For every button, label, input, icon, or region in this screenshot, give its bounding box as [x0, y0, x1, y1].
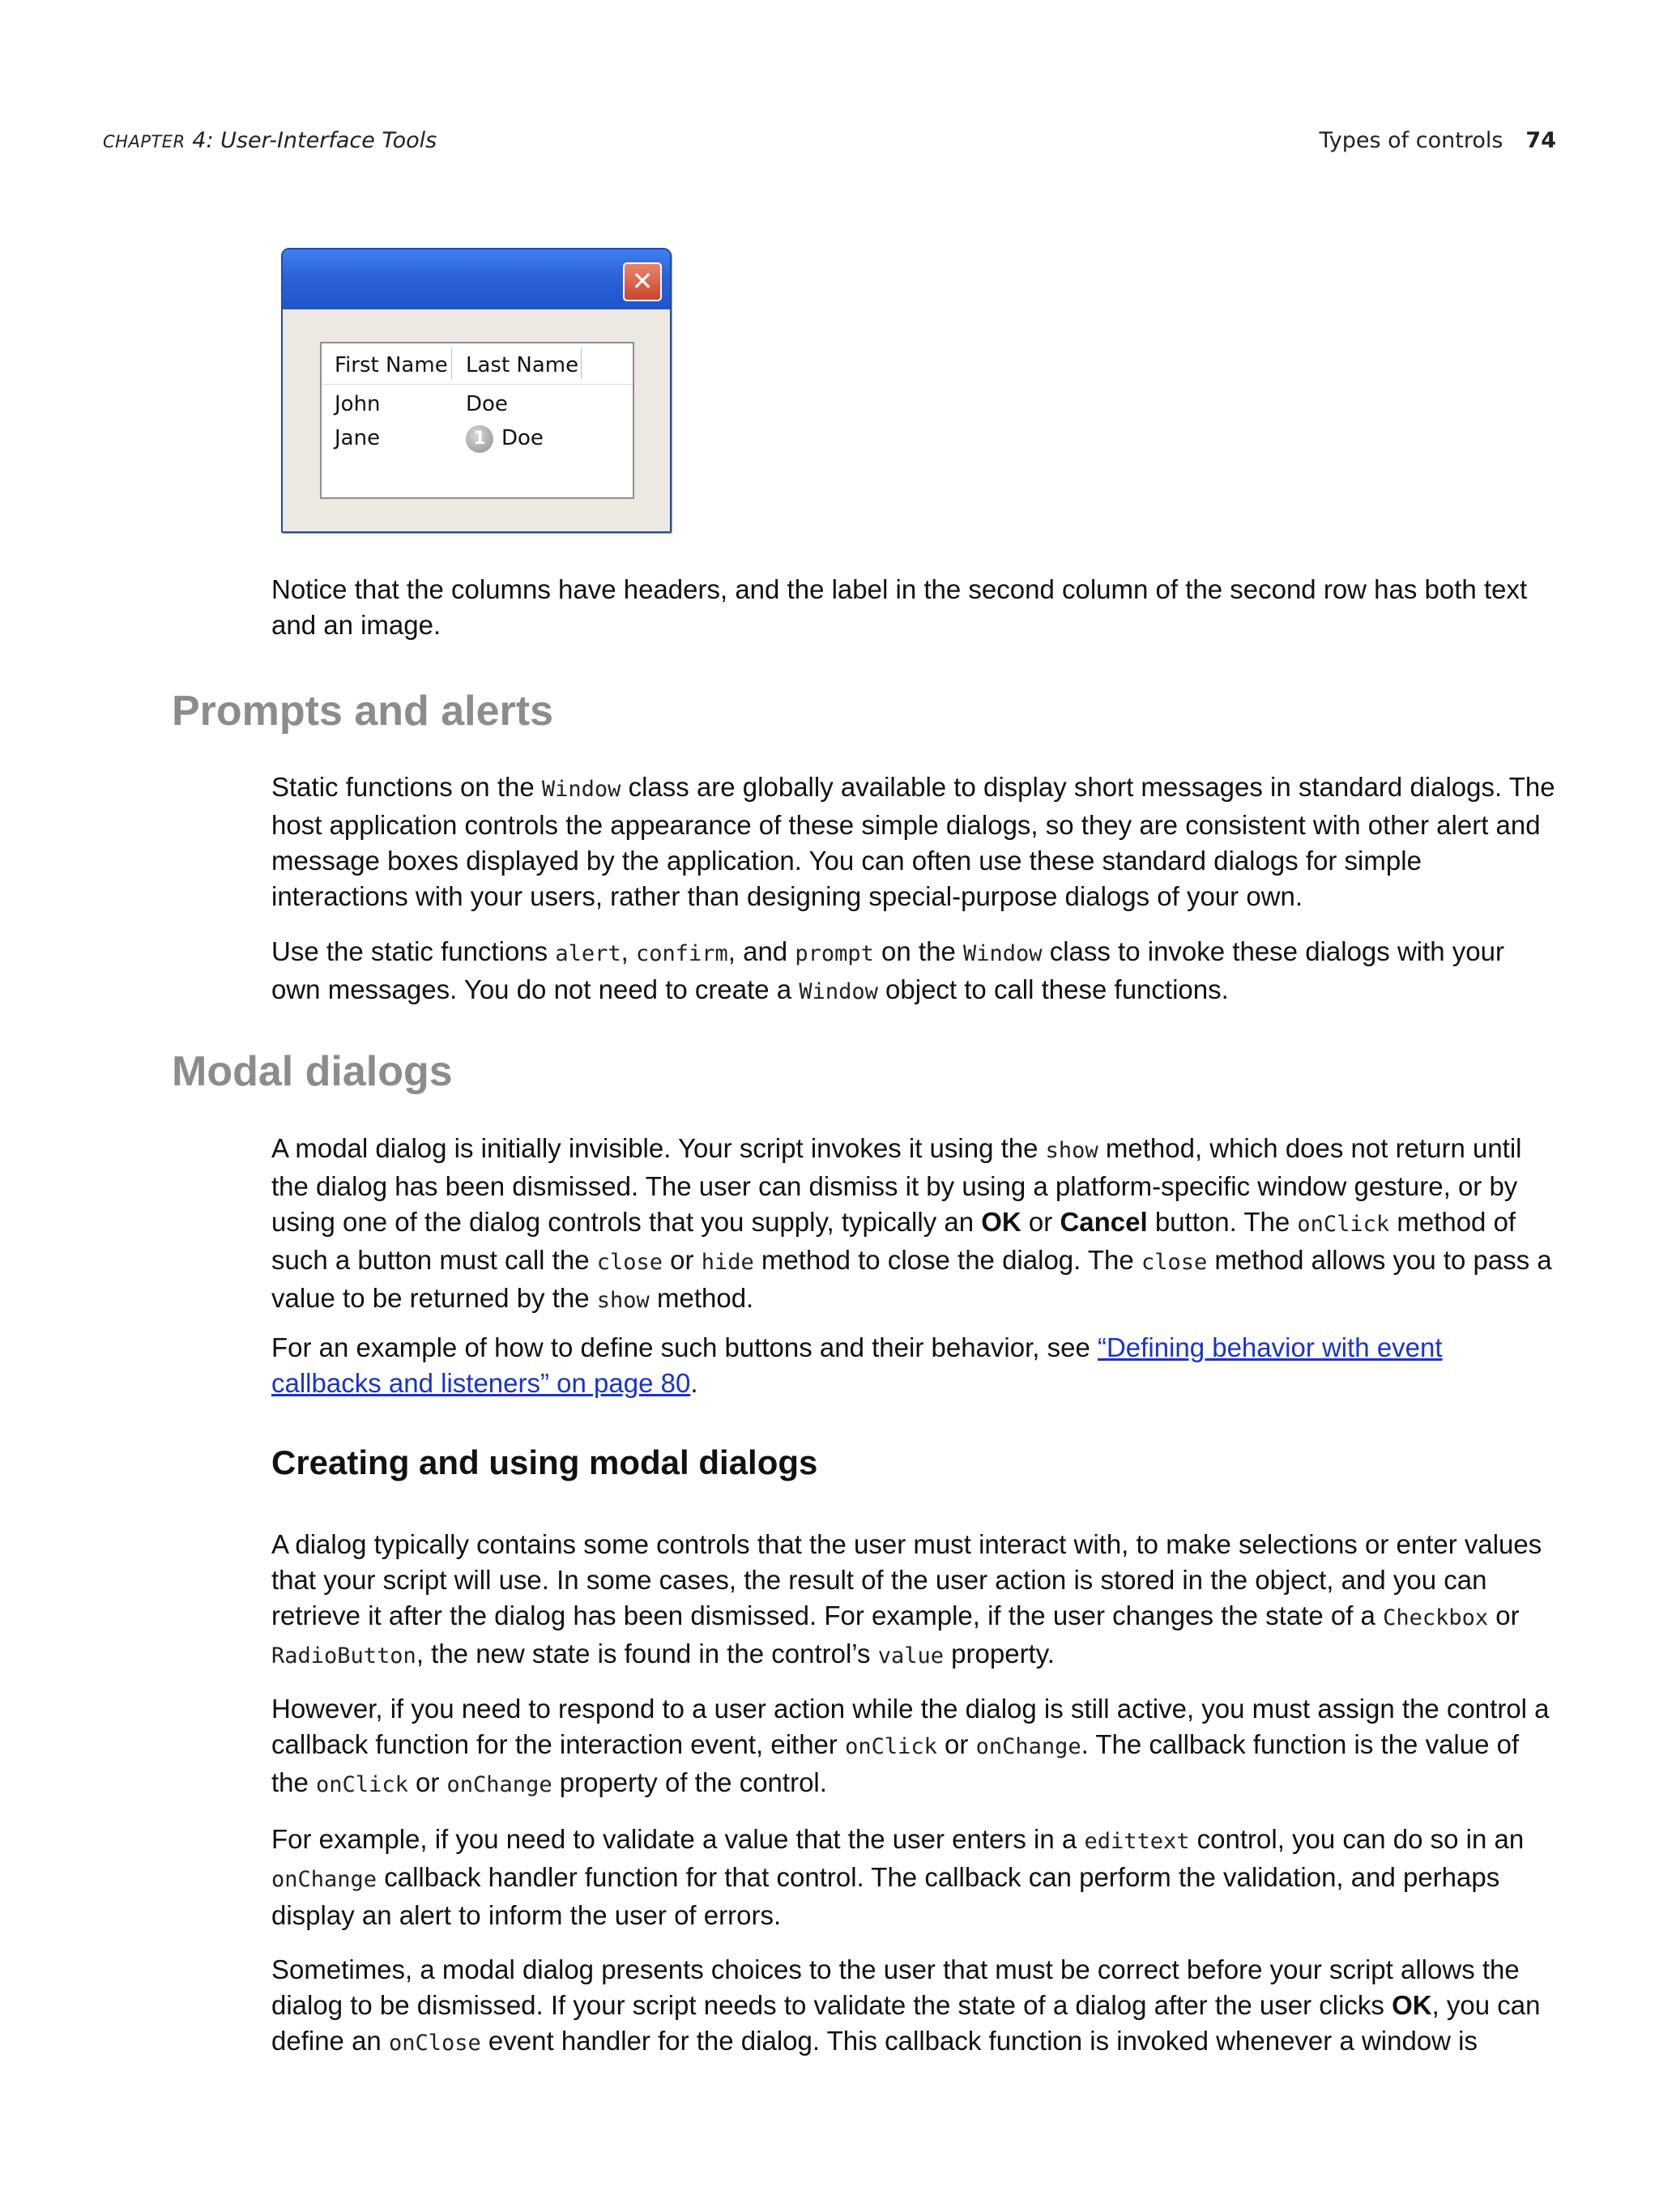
code-span: close	[1141, 1250, 1208, 1275]
code-span: Window	[799, 979, 878, 1004]
code-span: show	[1045, 1138, 1098, 1163]
paragraph: Sometimes, a modal dialog presents choices to the user that must be correct before your script allows the dialog to be dismissed. If your script needs to validate the state of a dialog after the user clicks OK, you can define an onClose event handler for the dialog. This callback function is invoked whenever a window is	[271, 1954, 1541, 2056]
bold-cancel: Cancel	[1060, 1207, 1148, 1237]
chapter-word: CHAPTER	[103, 132, 186, 151]
bold-ok: OK	[981, 1207, 1021, 1237]
chapter-label	[103, 128, 437, 153]
chapter-title: User-Interface Tools	[220, 128, 437, 153]
number-badge-icon: 1	[466, 425, 493, 453]
column-header-first-name[interactable]: First Name	[335, 353, 448, 377]
code-span: RadioButton	[271, 1643, 416, 1669]
code-span: onChange	[271, 1867, 377, 1892]
chapter-number: 4:	[192, 128, 214, 153]
column-header-last-name[interactable]: Last Name	[466, 353, 579, 377]
section-title: Types of controls	[1319, 128, 1503, 153]
column-divider	[451, 348, 452, 379]
code-span: onClick	[845, 1734, 937, 1759]
code-span: edittext	[1084, 1829, 1190, 1854]
code-span: Window	[541, 777, 621, 802]
code-span: Checkbox	[1383, 1605, 1489, 1630]
paragraph: Static functions on the Window class are globally available to display short messages in standard dialogs. The host application controls the appearance of these simple dialogs, so they are consistent with other alert and message boxes displayed by the application. You can often use these standard dialogs for simple interactions with your users, rather than designing special-purpose dialogs of your own.	[271, 772, 1555, 911]
figure-caption: Notice that the columns have headers, and the label in the second column of the second row has both text and an image.	[271, 574, 1528, 640]
code-span: show	[596, 1288, 650, 1313]
dialog-window	[281, 248, 672, 533]
cell-last-name: Doe	[501, 426, 544, 450]
paragraph: A modal dialog is initially invisible. Your script invokes it using the show method, which does not return until the dialog has been dismissed. The user can dismiss it by using a platform-specific window gesture, or by using one of the dialog controls that you supply, typically an OK or Cancel button. The onClick method of such a button must call the close or hide method to close the dialog. The close method allows you to pass a value to be returned by the show method.	[271, 1133, 1552, 1313]
paragraph: Use the static functions alert, confirm, and prompt on the Window class to invoke these dialogs with your own messages. You do not need to create a Window object to call these functions.	[271, 936, 1504, 1004]
cell-first-name: Jane	[335, 426, 381, 450]
cell-first-name: John	[335, 392, 381, 416]
section-label	[1319, 128, 1556, 153]
code-span: onClick	[1297, 1212, 1390, 1237]
code-span: Window	[962, 941, 1043, 966]
close-button[interactable]: ✕	[623, 262, 662, 301]
heading-modal-dialogs: Modal dialogs	[172, 1048, 453, 1095]
code-span: value	[877, 1643, 944, 1669]
running-head	[103, 128, 1556, 160]
paragraph: For an example of how to define such buttons and their behavior, see “Defining behavior with event callbacks and listeners” on page 80.	[271, 1332, 1443, 1398]
code-span: prompt	[795, 941, 874, 966]
paragraph: A dialog typically contains some controls that the user must interact with, to make selections or enter values that your script will use. In some cases, the result of the user action is stored in the object, and you can retrieve it after the dialog has been dismissed. For example, if the user changes the state of a Checkbox or RadioButton, the new state is found in the control’s value property.	[271, 1529, 1542, 1669]
paragraph: However, if you need to respond to a user action while the dialog is still active, you must assign the control a callback function for the interaction event, either onClick or onChange. The callback function is the value of the onClick or onChange property of the control.	[271, 1694, 1550, 1797]
code-span: confirm	[635, 941, 728, 966]
code-span: onChange	[975, 1734, 1081, 1759]
list-box[interactable]	[320, 342, 634, 499]
code-span: hide	[701, 1250, 754, 1275]
list-header	[322, 343, 633, 385]
code-span: onClose	[388, 2031, 481, 2056]
figure-dialog-screenshot	[281, 248, 672, 533]
cross-reference-link[interactable]: “Defining behavior with event callbacks and listeners” on page 80	[271, 1332, 1443, 1398]
page-number: 74	[1525, 128, 1556, 153]
heading-prompts-and-alerts: Prompts and alerts	[172, 688, 554, 735]
code-span: close	[596, 1250, 663, 1275]
column-divider	[581, 348, 582, 379]
heading-creating-modal-dialogs: Creating and using modal dialogs	[271, 1443, 818, 1481]
code-span: onChange	[446, 1772, 552, 1797]
cell-last-name: Doe	[466, 392, 508, 416]
code-span: onClick	[316, 1772, 408, 1797]
title-bar	[283, 249, 670, 309]
paragraph: For example, if you need to validate a value that the user enters in a edittext control, you can do so in an onChange callback handler function for that control. The callback can perform the validation, and perhaps display an alert to inform the user of errors.	[271, 1824, 1525, 1930]
code-span: alert	[555, 941, 621, 966]
bold-ok: OK	[1392, 1990, 1432, 2020]
